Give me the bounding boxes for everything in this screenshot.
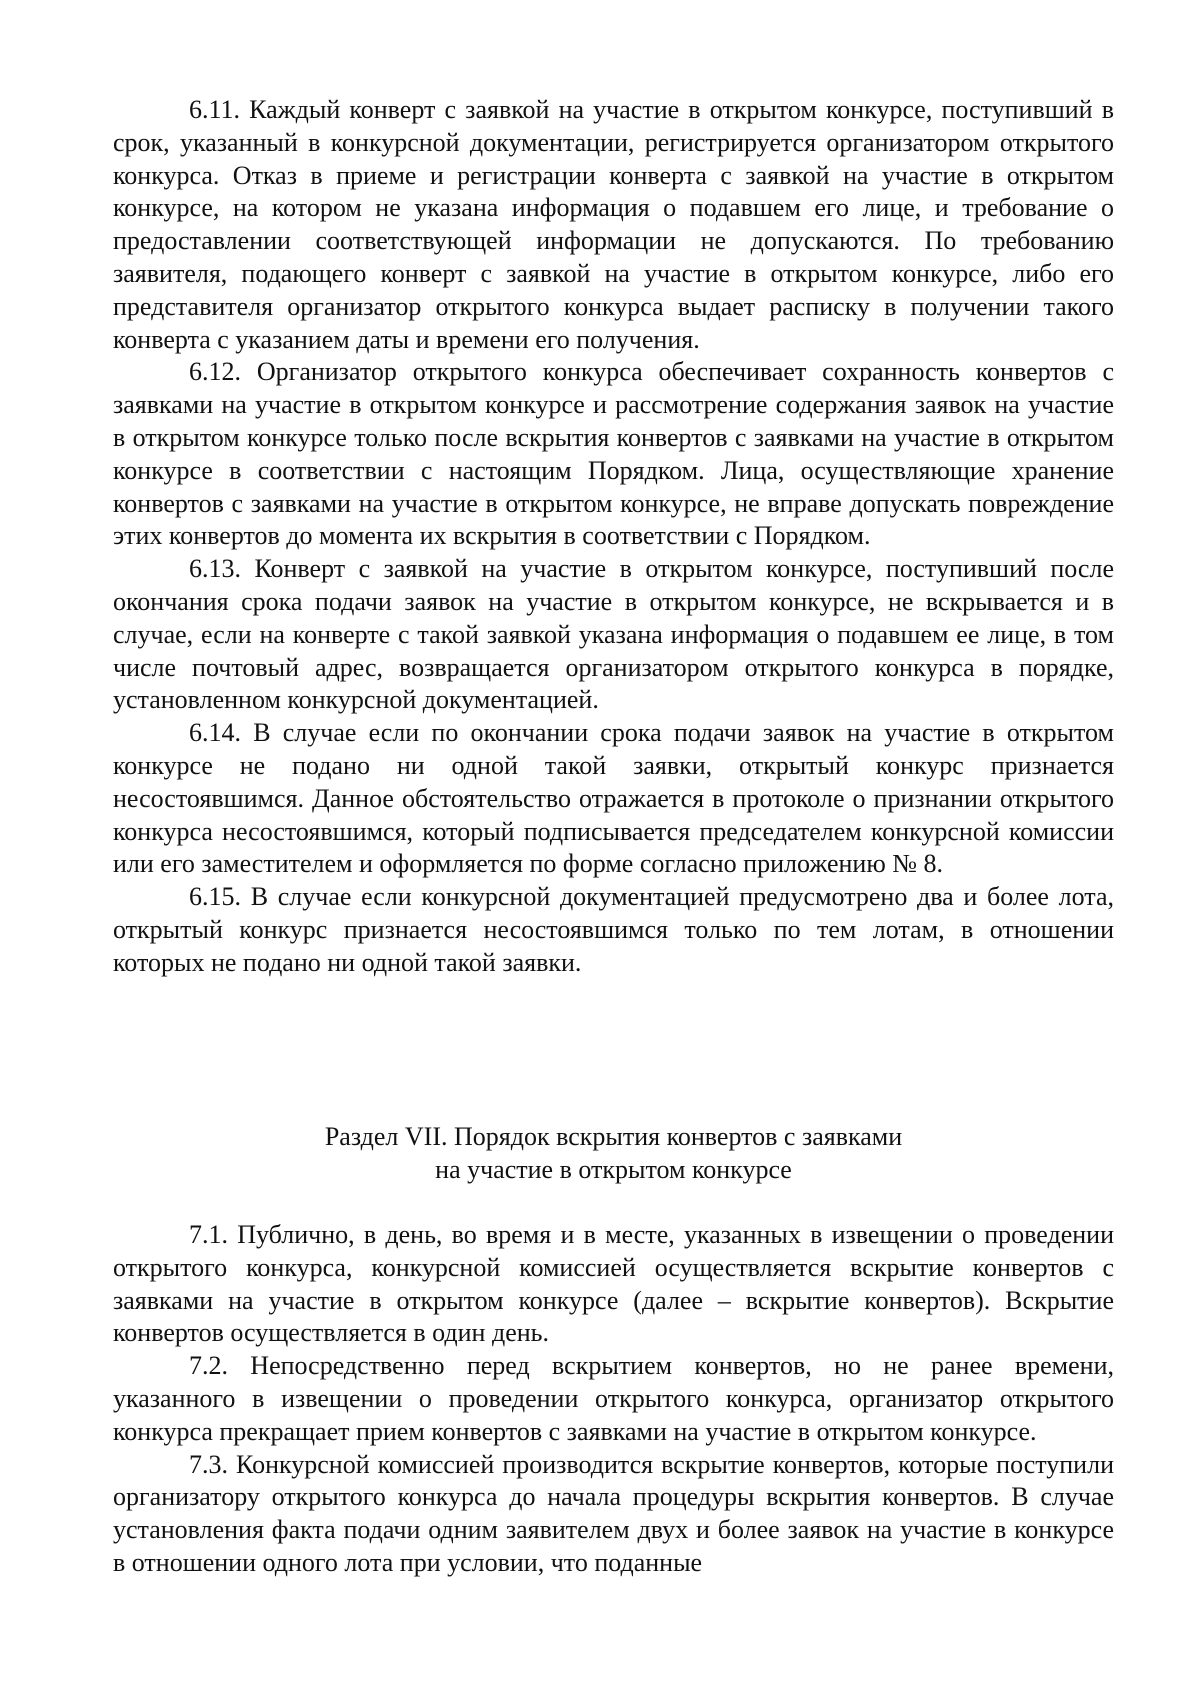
paragraph-6-15: 6.15. В случае если конкурсной документацией предусмотрено два и более лота, открытый конкурс признается несостоявшимся только по тем лотам, в отношении которых не подано ни одной такой заявки. — [113, 882, 1114, 977]
paragraph-6-14: 6.14. В случае если по окончании срока подачи заявок на участие в открытом конкурсе не подано ни одной такой заявки, открытый конкурс признается несостоявшимся. Данное обстоятельство отражается в протоколе о признании открытого конкурса несостоявшимся, который подписывается председателем конкурсной комиссии или его заместителем и оформляется по форме согласно приложению № 8. — [113, 718, 1114, 879]
paragraph-6-11: 6.11. Каждый конверт с заявкой на участие в открытом конкурсе, поступивший в срок, указанный в конкурсной документации, регистрируется организатором открытого конкурса. Отказ в приеме и регистрации конверта с заявкой на участие в открытом конкурсе, на котором не указана информация о подавшем его лице, и требование о предоставлении соответствующей информации не допускаются. По требованию заявителя, подающего конверт с заявкой на участие в открытом конкурсе, либо его представителя организатор открытого конкурса выдает расписку в получении такого конверта с указанием даты и времени его получения. — [113, 95, 1114, 354]
paragraph-6-12: 6.12. Организатор открытого конкурса обеспечивает сохранность конвертов с заявками на участие в открытом конкурсе и рассмотрение содержания заявок на участие в открытом конкурсе только после вскрытия конвертов с заявками на участие в открытом конкурсе в соответствии с настоящим Порядком. Лица, осуществляющие хранение конвертов с заявками на участие в открытом конкурсе, не вправе допускать повреждение этих конвертов до момента их вскрытия в соответствии с Порядком. — [113, 357, 1114, 551]
section-heading-line2: на участие в открытом конкурсе — [435, 1155, 792, 1184]
document-body-part2 — [113, 1219, 1114, 1580]
section-heading — [113, 1120, 1114, 1186]
section-heading-line1: Раздел VII. Порядок вскрытия конвертов с заявками — [324, 1122, 903, 1151]
paragraph-6-13: 6.13. Конверт с заявкой на участие в открытом конкурсе, поступивший после окончания срока подачи заявок на участие в открытом конкурсе, не вскрывается и в случае, если на конверте с такой заявкой указана информация о подавшем ее лице, в том числе почтовый адрес, возвращается организатором открытого конкурса в порядке, установленном конкурсной документацией. — [113, 554, 1114, 715]
paragraph-7-3: 7.3. Конкурсной комиссией производится вскрытие конвертов, которые поступили организатору открытого конкурса до начала процедуры вскрытия конвертов. В случае установления факта подачи одним заявителем двух и более заявок на участие в конкурсе в отношении одного лота при условии, что поданные — [113, 1449, 1114, 1577]
document-body-part1 — [113, 94, 1114, 980]
paragraph-7-1: 7.1. Публично, в день, во время и в месте, указанных в извещении о проведении открытого конкурса, конкурсной комиссией осуществляется вскрытие конвертов с заявками на участие в открытом конкурсе (далее – вскрытие конвертов). Вскрытие конвертов осуществляется в один день. — [113, 1220, 1114, 1348]
paragraph-7-2: 7.2. Непосредственно перед вскрытием конвертов, но не ранее времени, указанного в извещении о проведении открытого конкурса, организатор открытого конкурса прекращает прием конвертов с заявками на участие в открытом конкурсе. — [113, 1351, 1114, 1446]
